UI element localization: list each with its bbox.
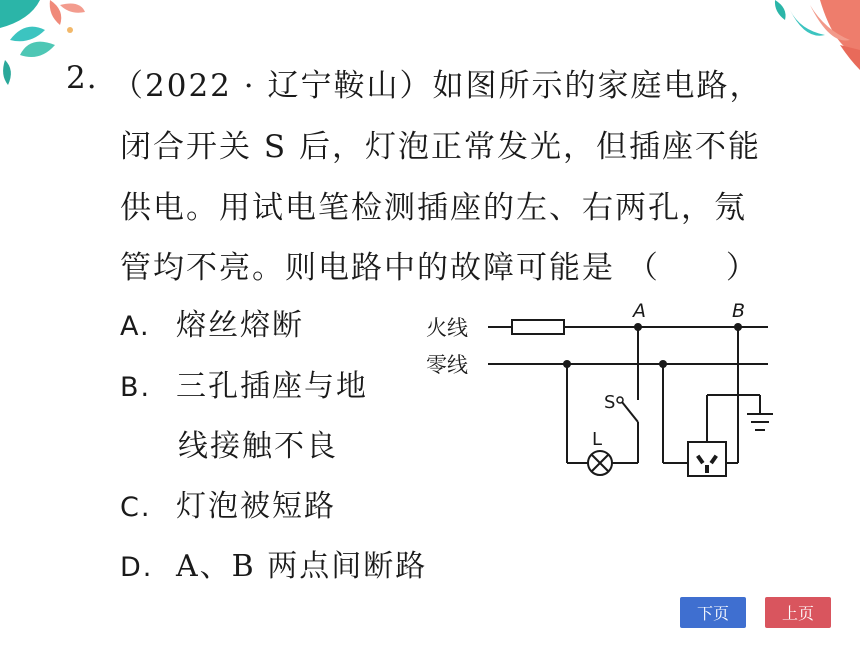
option-c[interactable]: [120, 481, 336, 525]
point-b-label: B: [732, 300, 746, 322]
lamp-label: L: [592, 429, 603, 450]
option-d[interactable]: [120, 541, 427, 585]
point-a-label: A: [633, 300, 646, 322]
fuse-icon: [512, 320, 564, 334]
option-b-text: 三孔插座与地: [176, 369, 368, 404]
option-d-text: A、B 两点间断路: [176, 549, 428, 584]
question-number: 2.: [66, 60, 98, 96]
option-d-letter: D.: [120, 552, 154, 583]
option-a[interactable]: [120, 300, 304, 344]
option-b[interactable]: [120, 361, 368, 405]
junction-a: [634, 323, 642, 331]
live-wire-label: 火线: [426, 316, 468, 340]
switch-label: S: [604, 392, 616, 413]
circuit-diagram: [410, 290, 790, 490]
question-line-4: 管均不亮。则电路中的故障可能是 （ ）: [120, 250, 759, 286]
option-a-letter: A.: [120, 311, 151, 342]
junction-b: [734, 323, 742, 331]
previous-page-button[interactable]: 上页: [765, 597, 831, 628]
option-b-text-continued: 线接触不良: [178, 429, 338, 464]
switch-icon: [622, 402, 638, 422]
neutral-wire-label: 零线: [426, 353, 468, 377]
next-page-button[interactable]: 下页: [680, 597, 746, 628]
option-b-letter: B.: [120, 372, 152, 403]
option-a-text: 熔丝熔断: [176, 308, 304, 343]
question-line-3: 供电。用试电笔检测插座的左、右两孔，氖: [120, 190, 747, 226]
option-c-letter: C.: [120, 492, 152, 523]
question-line-2: 闭合开关 S 后，灯泡正常发光，但插座不能: [120, 129, 761, 165]
question-line-1: （2022 · 辽宁鞍山）如图所示的家庭电路，: [112, 68, 763, 104]
option-c-text: 灯泡被短路: [176, 489, 336, 524]
leaf-decoration-left: [0, 0, 120, 100]
